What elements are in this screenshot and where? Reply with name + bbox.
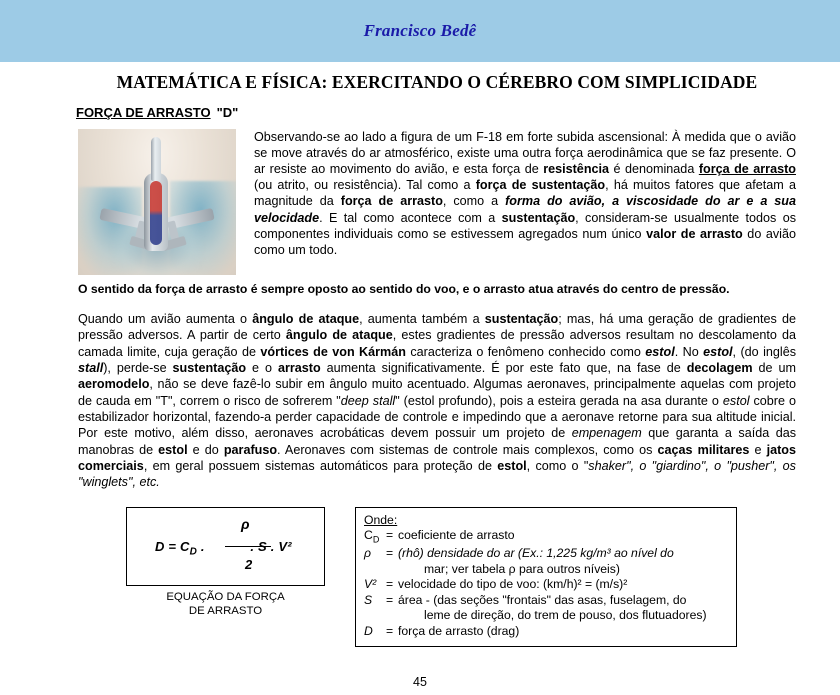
legend-definition-cont: mar; ver tabela ρ para outros níveis) xyxy=(424,561,620,576)
page-header-band xyxy=(0,0,840,62)
mp-t10: aumenta significativamente. É por este fato que, na fase de xyxy=(320,360,687,375)
intro-italic-forma-aviao: forma do avião, a viscosidade do ar e a sua velocidade xyxy=(254,194,796,225)
mp-t8: ), perde-se xyxy=(103,360,173,375)
aircraft-nose xyxy=(151,137,161,181)
mp-i6-empenagem: empenagem xyxy=(571,426,642,441)
mp-t6: . No xyxy=(674,344,704,359)
legend-symbol xyxy=(364,528,386,546)
legend-box xyxy=(355,507,737,647)
f18-aircraft-photo xyxy=(78,129,236,275)
legend-definition-text: (rhô) densidade do ar (Ex.: 1,225 kg/m³ ao nível do xyxy=(398,546,674,561)
formula-main-expression xyxy=(155,539,292,558)
section-heading xyxy=(76,105,796,120)
legend-row xyxy=(364,577,729,592)
intro-text-2: é denominada xyxy=(609,162,699,177)
intro-text-5: , como a xyxy=(442,194,506,209)
legend-definition-cont: leme de direção, do trem de pouso, dos flutuadores) xyxy=(424,608,707,623)
intro-text-7: , consideram-se usualmente todos os componentes individuais como se estivessem agregados num único xyxy=(254,210,796,241)
formula-mid: . xyxy=(197,538,205,554)
mp-i7-shaker: shaker", o "giardino", o "pusher", os "winglets", etc. xyxy=(78,459,796,490)
mp-t2: , aumenta também a xyxy=(359,311,485,326)
legend-definition: força de arrasto (drag) xyxy=(398,623,520,638)
intro-text-1: Observando-se ao lado a figura de um F-18 em forte subida ascensional: À medida que o avião se move através do ar atmosférico, existe uma outra força aerodinâmica que se faz presente. O ar resiste ao movimento do avião, e esta força de xyxy=(254,130,796,177)
legend-symbol-text: D xyxy=(364,623,373,638)
mp-i4-deep-stall: deep stall xyxy=(340,393,396,408)
legend-definition: coeficiente de arrasto xyxy=(398,528,515,543)
mp-t4: , estes gradientes de pressão adversos resultam no descolamento da camada limite, cuja geração de xyxy=(78,328,797,359)
mp-t16: e do xyxy=(187,442,224,457)
formula-denominator: 2 xyxy=(245,556,253,572)
formula-caption-line2: DE ARRASTO xyxy=(188,605,263,618)
drag-force-formula xyxy=(127,508,324,585)
mp-t20: , como o " xyxy=(526,459,589,474)
section-heading-label: FORÇA DE ARRASTO xyxy=(76,105,211,120)
legend-equals: = xyxy=(386,592,394,607)
intro-text-8: do avião como um todo. xyxy=(254,226,796,257)
drag-force-formula-box xyxy=(126,507,325,586)
legend-symbol xyxy=(364,546,386,577)
legend-equals: = xyxy=(386,623,394,638)
intro-bold-sustentacao: sustentação xyxy=(501,210,576,225)
aircraft-livery-stripe xyxy=(150,181,162,245)
legend-row xyxy=(364,624,729,639)
legend-equals: = xyxy=(386,577,394,592)
mp-b7-decolagem: decolagem xyxy=(686,360,753,375)
intro-text-3: (ou atrito, ou resistência). Tal como a xyxy=(254,178,476,193)
intro-bold-valor-arrasto: valor de arrasto xyxy=(646,226,743,241)
section-heading-symbol: "D" xyxy=(216,105,239,120)
mp-b5-sustentacao: sustentação xyxy=(172,360,247,375)
legend-equals: = xyxy=(386,528,394,543)
legend-symbol-sub: D xyxy=(372,534,380,545)
mp-b2-sustentacao: sustentação xyxy=(484,311,559,326)
formula-caption-line1: EQUAÇÃO DA FORÇA xyxy=(166,590,285,603)
formula-rho: ρ xyxy=(241,515,250,532)
mp-t15: que garanta a saída das manobras de xyxy=(78,426,796,457)
page-content xyxy=(0,72,840,647)
legend-row xyxy=(364,546,729,577)
mp-t7: , (do inglês xyxy=(732,344,796,359)
legend-definition xyxy=(398,546,729,577)
formula-and-legend-row xyxy=(78,507,796,647)
legend-row xyxy=(364,593,729,624)
mp-t5: caracteriza o fenômeno conhecido como xyxy=(405,344,646,359)
legend-definition xyxy=(398,593,729,624)
legend-symbol-text: ρ xyxy=(364,546,371,561)
mp-t3: ; mas, há uma geração de gradientes de pressão adversos. A partir de certo xyxy=(78,311,796,343)
legend-definition: velocidade do tipo de voo: (km/h)² = (m/s)² xyxy=(398,577,628,592)
formula-left: D = C xyxy=(155,538,190,554)
intro-bold-resistencia: resistência xyxy=(543,162,610,177)
formula-right: . S . V² xyxy=(250,538,292,554)
mp-i2-estol: estol xyxy=(703,344,733,359)
legend-symbol-text: S xyxy=(364,592,373,607)
formula-column xyxy=(78,507,325,619)
intro-bold-forca-arrasto: força de arrasto xyxy=(340,194,443,209)
intro-underline-forca-arrasto: força de arrasto xyxy=(698,162,796,177)
mp-t11: de um xyxy=(752,360,796,375)
intro-text-6: . E tal como acontece com a xyxy=(319,210,502,225)
legend-symbol-text: V² xyxy=(364,577,377,592)
mp-b10-parafuso: parafuso xyxy=(223,442,278,457)
mp-t14: cobre o estabilizador horizontal, fazendo-a perder capacidade de controle e impedindo que a aeronave retorne para sua altitude inicial. Por este motivo, além disso, aeronaves acrobáticas devem possuir um projeto de xyxy=(78,393,796,441)
mp-b3-angulo-ataque: ângulo de ataque xyxy=(285,328,393,343)
intro-text-4: , há muitos fatores que afetam a magnitude da xyxy=(254,178,796,209)
intro-paragraph xyxy=(254,129,796,258)
document-title: MATEMÁTICA E FÍSICA: EXERCITANDO O CÉREBRO COM SIMPLICIDADE xyxy=(116,72,758,92)
mp-b13-estol: estol xyxy=(497,459,527,474)
legend-equals: = xyxy=(386,546,394,561)
drag-direction-note: O sentido da força de arrasto é sempre oposto ao sentido do voo, e o arrasto atua através do centro de pressão. xyxy=(78,282,730,296)
mp-t17: . Aeronaves com sistemas de controle mais complexos, como os xyxy=(277,442,658,457)
intro-bold-forca-sustentacao: força de sustentação xyxy=(475,178,606,193)
mp-b12-jatos-comerciais: jatos comerciais xyxy=(78,442,796,474)
mp-t19: , em geral possuem sistemas automáticos para proteção de xyxy=(143,459,498,474)
legend-symbol-text: C xyxy=(364,528,373,543)
mp-b6-arrasto: arrasto xyxy=(277,360,321,375)
legend-definition-text: área - (das seções "frontais" das asas, fuselagem, do xyxy=(398,592,687,607)
mp-b4-von-karman: vórtices de von Kármán xyxy=(260,344,406,359)
mp-t13: " (estol profundo), pois a esteira gerada na asa durante o xyxy=(395,393,723,408)
legend-symbol xyxy=(364,577,386,592)
formula-caption xyxy=(126,590,325,619)
author-name: Francisco Bedê xyxy=(363,21,477,40)
mp-t18: e xyxy=(749,442,767,457)
legend-row xyxy=(364,528,729,546)
formula-cd-subscript: D xyxy=(189,546,198,558)
mp-t9: e o xyxy=(246,360,278,375)
legend-symbol xyxy=(364,593,386,624)
mp-i5-estol: estol xyxy=(722,393,750,408)
mp-b11-cacas-militares: caças militares xyxy=(657,442,750,457)
legend-symbol xyxy=(364,624,386,639)
mp-i3-stall: stall xyxy=(78,360,104,375)
mp-b1-angulo-ataque: ângulo de ataque xyxy=(252,311,360,326)
mp-i1-estol: estol xyxy=(645,344,675,359)
mp-b8-aeromodelo: aeromodelo xyxy=(78,377,150,392)
mp-t1: Quando um avião aumenta o xyxy=(78,311,253,326)
legend-title: Onde: xyxy=(364,512,398,527)
mp-t12: , não se deve fazê-lo subir em ângulo muito acentuado. Algumas aeronaves, principalmente aquelas com projeto de cauda em "T", correm o risco de sofrerem " xyxy=(78,377,796,408)
intro-row xyxy=(78,129,796,275)
mp-b9-estol: estol xyxy=(158,442,188,457)
fraction-bar xyxy=(225,546,271,547)
stall-explanation-paragraph xyxy=(78,311,796,491)
page-number: 45 xyxy=(413,675,427,689)
